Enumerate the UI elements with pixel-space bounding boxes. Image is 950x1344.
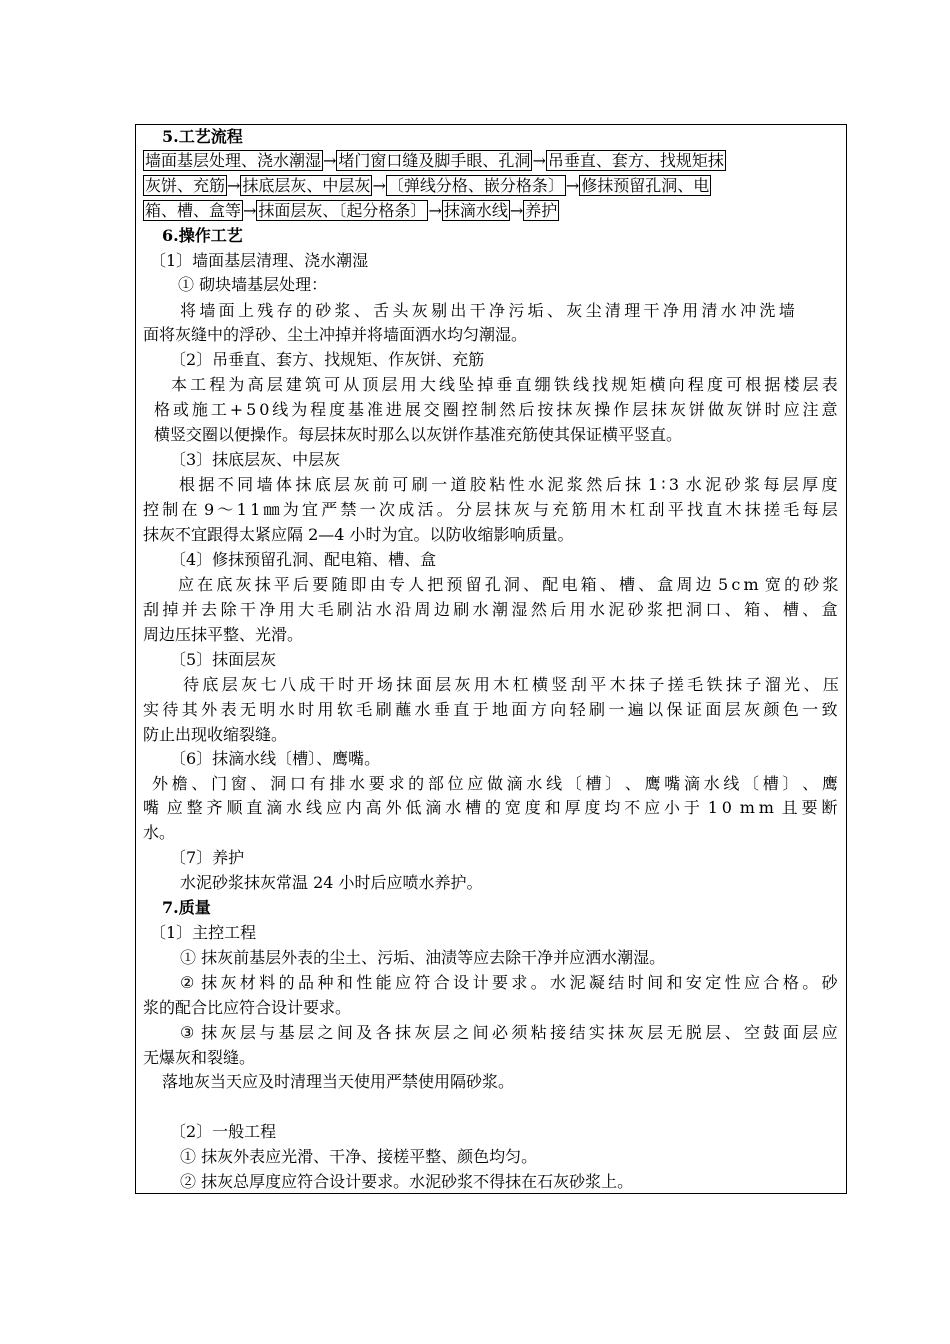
- flow-arrow: →: [243, 201, 257, 220]
- operation-text-line: 防止出现收缩裂缝。: [143, 725, 288, 744]
- operation-text-line: 待 底 层 灰 七 八 成 干 时 开 场 抹 面 层 灰 用 木 杠 横 竖 刮 平 木 抹 子 搓 毛 铁 抹 子 溜 光 、 压: [183, 675, 839, 694]
- flow-step-box: 抹底层灰、中层灰: [242, 176, 371, 195]
- quality-text-line: ③ 抹 灰 层 与 基 层 之 间 及 各 抹 灰 层 之 间 必 须 粘 接 结 实 抹 灰 层 无 脱 层 、 空 鼓 面 层 应: [180, 1023, 838, 1042]
- operation-text-line: 〔3〕抹底层灰、中层灰: [170, 450, 341, 469]
- quality-text-line: 〔2〕一般工程: [170, 1122, 277, 1141]
- operation-text-line: 格 或 施 工 + 5 0 线 为 程 度 基 准 进 展 交 圈 控 制 然 后 按 抹 灰 操 作 层 抹 灰 饼 做 灰 饼 时 应 注 意: [154, 400, 838, 419]
- process-flow-row: [143, 201, 559, 221]
- operation-text-line: 嘴 应 整 齐 顺 直 滴 水 线 应 内 高 外 低 滴 水 槽 的 宽 度 和 厚 度 均 不 应 小 于 1 0 m m 且 要 断: [143, 798, 838, 817]
- quality-text-line: ① 抹灰前基层外表的尘土、污垢、油渍等应去除干净并应洒水潮湿。: [180, 948, 666, 967]
- operation-text-line: 水。: [143, 823, 176, 842]
- quality-text-line: 无爆灰和裂缝。: [143, 1048, 256, 1067]
- operation-text-line: 应 在 底 灰 抹 平 后 要 随 即 由 专 人 把 预 留 孔 洞 、 配 电 箱 、 槽 、 盒 周 边 5 c m 宽 的 砂 浆: [178, 575, 839, 594]
- section-5-title: 5.工艺流程: [162, 127, 243, 146]
- quality-text-line: 落地灰当天应及时清理当天使用严禁使用隔砂浆。: [162, 1072, 515, 1091]
- operation-text-line: 〔6〕抹滴水线〔槽〕、鹰嘴。: [170, 749, 381, 768]
- flow-step-box: 堵门窗口缝及脚手眼、孔洞: [338, 151, 531, 170]
- flow-arrow: →: [509, 201, 524, 220]
- quality-text-line: 〔1〕主控工程: [150, 923, 257, 942]
- section-6-title: 6.操作工艺: [162, 226, 243, 245]
- operation-text-line: 水泥砂浆抹灰常温 24 小时后应喷水养护。: [180, 873, 483, 892]
- flow-step-box: 〔弹线分格、嵌分格条〕: [387, 176, 564, 195]
- quality-text-line: ② 抹 灰 材 料 的 品 种 和 性 能 应 符 合 设 计 要 求 。 水 泥 凝 结 时 间 和 安 定 性 应 合 格 。 砂: [180, 973, 838, 992]
- flow-arrow: →: [372, 176, 386, 195]
- operation-text-line: 〔7〕养护: [170, 848, 245, 867]
- process-flow-row: [143, 151, 726, 171]
- flow-arrow: →: [428, 201, 442, 220]
- operation-text-line: 根 据 不 同 墙 体 抹 底 层 灰 前 可 刷 一 道 胶 粘 性 水 泥 浆 然 后 抹 1 ∶ 3 水 泥 砂 浆 每 层 厚 度: [179, 475, 838, 494]
- operation-text-line: ① 砌块墙基层处理：: [178, 275, 328, 294]
- operation-text-line: 抹灰不宜跟得太紧应隔 2—4 小时为宜。以防收缩影响质量。: [143, 525, 574, 544]
- operation-text-line: 控 制 在 9 ～ 1 1 ㎜ 为 宜 严 禁 一 次 成 活 。 分 层 抹 灰 与 充 筋 用 木 杠 刮 平 找 直 木 抹 搓 毛 每 层: [143, 500, 838, 519]
- process-flow-row: [143, 176, 711, 196]
- operation-text-line: 〔5〕抹面层灰: [170, 650, 277, 669]
- operation-text-line: 〔2〕吊垂直、套方、找规矩、作灰饼、充筋: [170, 350, 485, 369]
- quality-text-line: ① 抹灰外表应光滑、干净、接槎平整、颜色均匀。: [180, 1147, 538, 1166]
- operation-text-line: 刮 掉 并 去 除 干 净 用 大 毛 刷 沾 水 沿 周 边 刷 水 潮 湿 然 后 用 水 泥 砂 浆 把 洞 口 、 箱 、 槽 、 盒: [143, 600, 838, 619]
- operation-text-line: 横竖交圈以便操作。每层抹灰时那么以灰饼作基准充筋使其保证横平竖直。: [154, 425, 683, 444]
- quality-text-line: 浆的配合比应符合设计要求。: [143, 998, 352, 1017]
- flow-step-box: 养护: [525, 201, 558, 220]
- flow-step-box: 修抹预留孔洞、电: [581, 176, 710, 195]
- flow-step-box: 抹滴水线: [443, 201, 508, 220]
- operation-text-line: 实 待 其 外 表 无 明 水 时 用 软 毛 刷 蘸 水 垂 直 于 地 面 方 向 轻 刷 一 遍 以 保 证 面 层 灰 颜 色 一 致: [143, 700, 838, 719]
- operation-text-line: 将 墙 面 上 残 存 的 砂 浆 、 舌 头 灰 剔 出 干 净 污 垢 、 灰 尘 清 理 干 净 用 清 水 冲 洗 墙: [180, 301, 795, 320]
- operation-text-line: 本 工 程 为 高 层 建 筑 可 从 顶 层 用 大 线 坠 掉 垂 直 绷 铁 线 找 规 矩 横 向 程 度 可 根 据 楼 层 表: [171, 375, 838, 394]
- quality-text-line: ② 抹灰总厚度应符合设计要求。水泥砂浆不得抹在石灰砂浆上。: [180, 1172, 634, 1191]
- flow-step-box: 抹面层灰、〔起分格条〕: [258, 201, 427, 220]
- flow-arrow: →: [227, 176, 241, 195]
- flow-step-box: 灰饼、充筋: [145, 176, 226, 195]
- flow-step-box: 箱、槽、盒等: [145, 201, 242, 220]
- operation-text-line: 外 檐 、 门 窗 、 洞 口 有 排 水 要 求 的 部 位 应 做 滴 水 线 〔 槽 〕 、 鹰 嘴 滴 水 线 〔 槽 〕 、 鹰: [152, 774, 838, 793]
- operation-text-line: 〔1〕墙面基层清理、浇水潮湿: [150, 251, 369, 270]
- flow-arrow: →: [532, 151, 546, 170]
- operation-text-line: 周边压抹平整、光滑。: [143, 625, 304, 644]
- flow-arrow: →: [323, 151, 337, 170]
- flow-step-box: 墙面基层处理、浇水潮湿: [145, 151, 322, 170]
- operation-text-line: 面将灰缝中的浮砂、尘土冲掉并将墙面洒水均匀潮湿。: [143, 325, 528, 344]
- flow-step-box: 吊垂直、套方、找规矩抹: [547, 151, 724, 170]
- operation-text-line: 〔4〕修抹预留孔洞、配电箱、槽、盒: [170, 550, 437, 569]
- section-7-title: 7.质量: [162, 898, 211, 917]
- flow-arrow: →: [565, 176, 580, 195]
